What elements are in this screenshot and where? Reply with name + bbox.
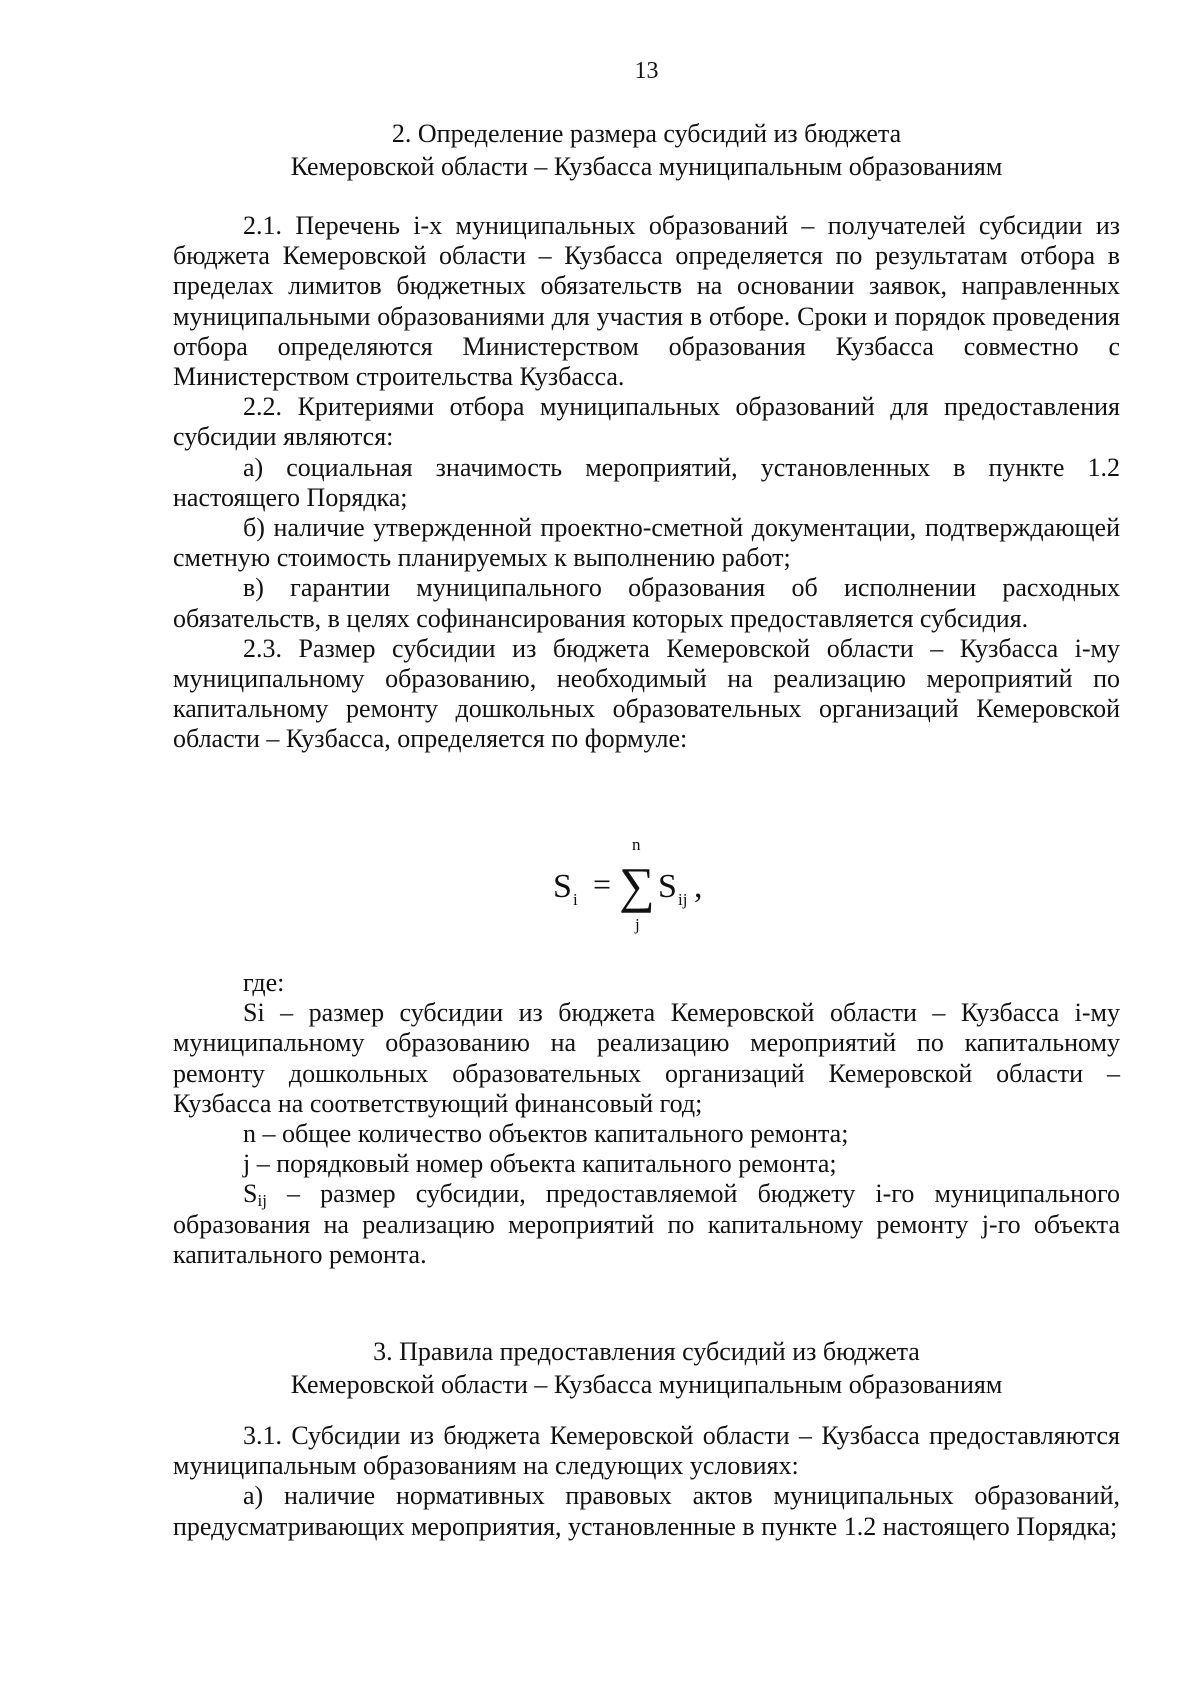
section-2-title-line-2: Кемеровской области – Кузбасса муниципальным образованиям xyxy=(290,152,1003,181)
definition-j: j – порядковый номер объекта капитального ремонта; xyxy=(243,1149,837,1179)
formula-rhs-subscript: ij xyxy=(678,890,688,909)
paragraph-2-2: 2.2. Критериями отбора муниципальных образований для предоставления субсидии являются: xyxy=(173,392,1120,452)
section-2-text-block xyxy=(173,211,1120,755)
paragraph-2-3: 2.3. Размер субсидии из бюджета Кемеровской области – Кузбасса i-му муниципальному образованию, необходимый на реализацию мероприятий по капитальному ремонту дошкольных образовательных организаций Кемеровской области – Кузбасса, определяется по формуле: xyxy=(173,633,1120,754)
paragraph-2-1: 2.1. Перечень i-х муниципальных образований – получателей субсидии из бюджета Кемеровской области – Кузбасса определяется по результатам отбора в пределах лимитов бюджетных обязательств на основании заявок, направленных муниципальными образованиями для участия в отборе. Сроки и порядок проведения отбора определяются Министерством образования Кузбасса совместно с Министерством строительства Кузбасса. xyxy=(173,211,1120,392)
formula-lhs-symbol: S xyxy=(553,868,572,905)
definition-sij-text: – размер субсидии, предоставляемой бюджету i-го муниципального образования на реализацию мероприятий по капитальному ремонту j-го объекта капитального ремонта. xyxy=(173,1179,1120,1269)
page-number: 13 xyxy=(634,58,659,84)
subsidy-formula xyxy=(173,832,1120,942)
section-2-heading xyxy=(173,117,1120,183)
paragraph-3-1: 3.1. Субсидии из бюджета Кемеровской области – Кузбасса предоставляются муниципальным образованиям на следующих условиях: xyxy=(173,1421,1120,1481)
section-3-heading xyxy=(173,1335,1120,1401)
definition-sij-symbol: S xyxy=(243,1179,258,1209)
where-label: где: xyxy=(243,968,285,997)
definition-n: n – общее количество объектов капитального ремонта; xyxy=(243,1119,849,1149)
formula-equals-sign: = xyxy=(593,866,612,902)
paragraph-2-2-b: б) наличие утвержденной проектно-сметной документации, подтверждающей сметную стоимость планируемых к выполнению работ; xyxy=(173,513,1120,573)
formula-lhs-subscript: i xyxy=(573,890,578,909)
definition-si: Si – размер субсидии из бюджета Кемеровской области – Кузбасса i-му муниципальному образованию на реализацию мероприятий по капитальному ремонту дошкольных образовательных организаций Кемеровской области – Кузбасса на соответствующий финансовый год; xyxy=(173,998,1120,1118)
formula-sum-sign: ∑ xyxy=(619,857,655,913)
formula-rhs-symbol: S xyxy=(658,868,677,905)
paragraph-3-1-a: а) наличие нормативных правовых актов муниципальных образований, предусматривающих мероприятия, установленные в пункте 1.2 настоящего Порядка; xyxy=(173,1481,1120,1541)
formula-trailing-comma: , xyxy=(694,868,703,905)
formula-sum-upper-limit: n xyxy=(632,835,641,854)
definition-sij-subscript: ij xyxy=(257,1191,267,1211)
paragraph-2-2-a: а) социальная значимость мероприятий, установленных в пункте 1.2 настоящего Порядка; xyxy=(173,452,1120,512)
section-3-title-line-1: 3. Правила предоставления субсидий из бюджета xyxy=(373,1337,920,1366)
section-3-title-line-2: Кемеровской области – Кузбасса муниципальным образованиям xyxy=(290,1370,1003,1399)
formula-definitions-block xyxy=(173,968,1120,1270)
section-2-title-line-1: 2. Определение размера субсидий из бюджета xyxy=(391,119,902,148)
section-3-text-block xyxy=(173,1421,1120,1542)
definition-sij xyxy=(173,1179,1120,1270)
paragraph-2-2-c: в) гарантии муниципального образования об исполнении расходных обязательств, в целях софинансирования которых предоставляется субсидия. xyxy=(173,573,1120,633)
formula-sum-lower-index: j xyxy=(635,915,640,934)
formula-graphic xyxy=(553,832,753,942)
